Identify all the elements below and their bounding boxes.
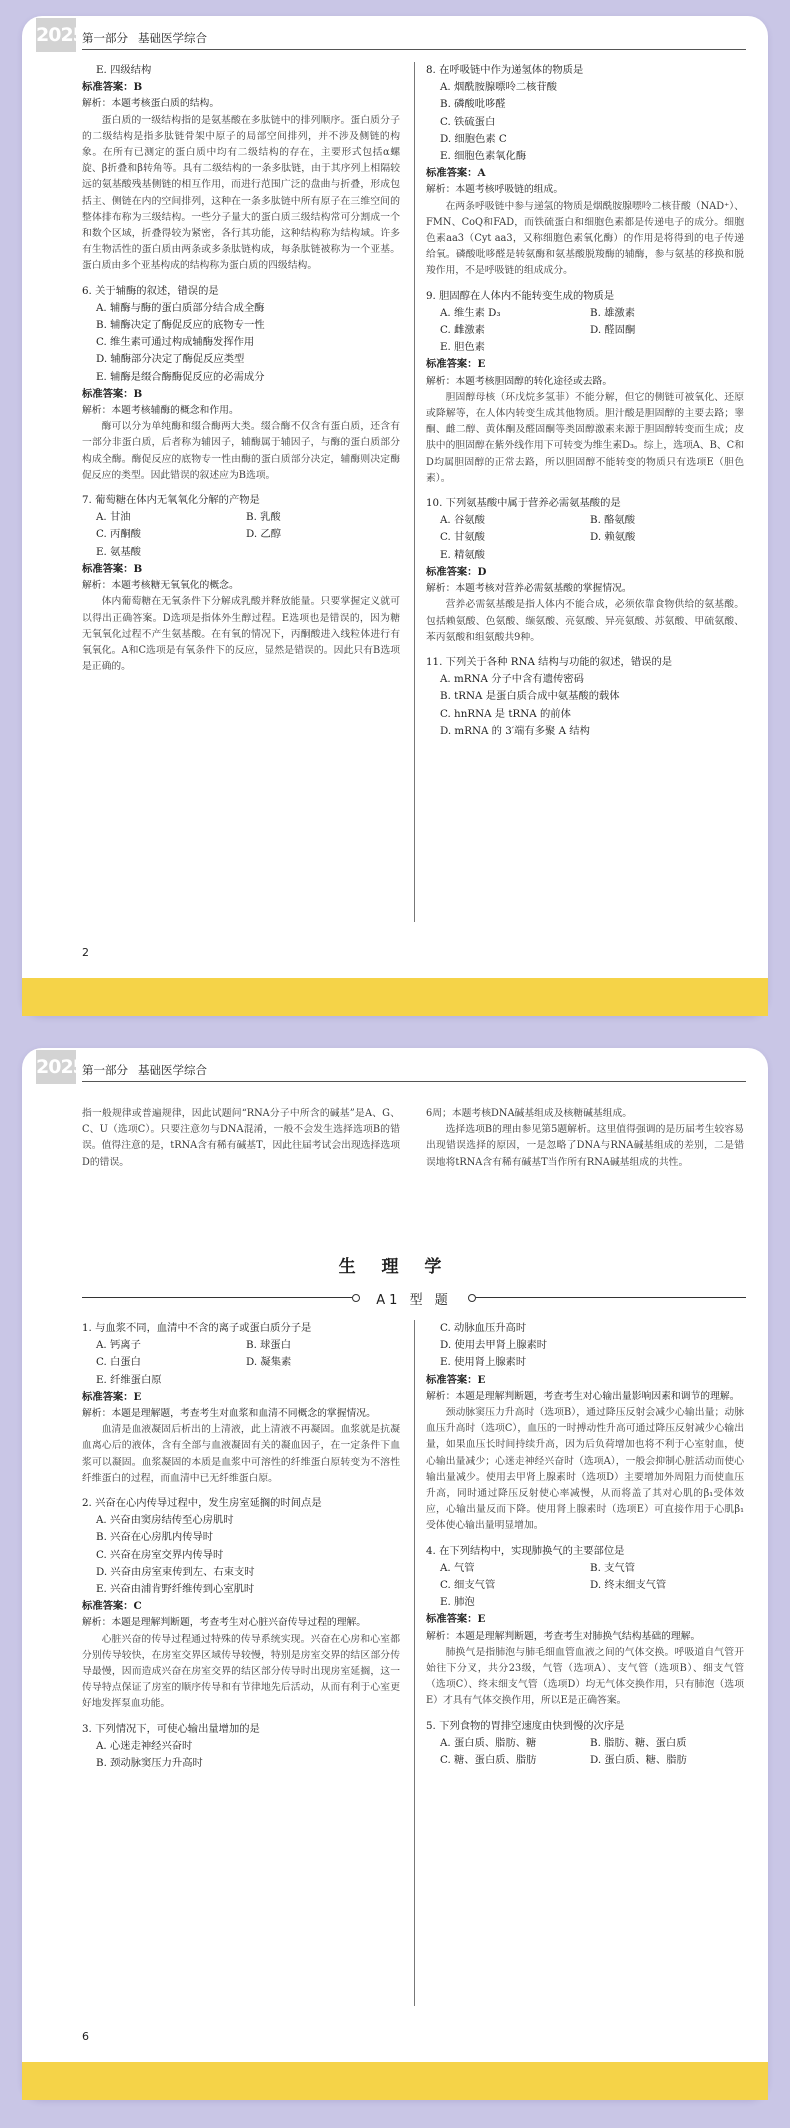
- question-stem: 9. 胆固醇在人体内不能转变生成的物质是: [426, 289, 615, 302]
- option-text: E. 肺泡: [440, 1596, 475, 1609]
- page-header: [22, 16, 768, 66]
- answer-key: 标准答案：E: [426, 358, 486, 371]
- option-row: [426, 1560, 744, 1577]
- page-number: 2: [82, 946, 89, 959]
- spacer: [426, 487, 744, 495]
- option-text: A. 谷氨酸: [440, 514, 485, 527]
- answer-key: 标准答案：C: [82, 1600, 142, 1613]
- page-number: 6: [82, 2030, 89, 2043]
- question-stem: 5. 下列食物的胃排空速度由快到慢的次序是: [426, 1719, 625, 1732]
- option-row: [426, 1577, 744, 1594]
- answer-key: 标准答案：A: [426, 167, 486, 180]
- header-rule: [82, 49, 746, 50]
- question-stem: 8. 在呼吸链中作为递氢体的物质是: [426, 64, 584, 76]
- bullet-dot: [468, 1294, 476, 1302]
- option-row: [82, 1337, 400, 1354]
- explanation-text: 6周；本题考核DNA碱基组成及核糖碱基组成。: [426, 1108, 633, 1119]
- option-text: A. 气管: [440, 1561, 475, 1574]
- explanation-text: 胆固醇母核（环戊烷多氢菲）不能分解，但它的侧链可被氧化、还原或降解等，在人体内转变生成其他物质。胆汁酸是胆固醇的主要去路；睾酮、雌二醇、黄体酮及醛固酮等类固醇激素来源于胆固醇转变而生成；皮肤中的胆固醇在紫外线作用下可转变为维生素D₃。综上，选项A、B、C和D均属胆固醇的正常去路，所以胆固醇不能转变的物质只有选项E（胆色素）。: [426, 391, 744, 484]
- option-row: [82, 526, 400, 543]
- option-text: B. 兴奋在心房肌内传导时: [96, 1531, 214, 1544]
- explanation-text: 颈动脉窦压力升高时（选项B），通过降压反射会减少心输出量；动脉血压升高时（选项C），血压的一时搏动性升高可通过降压反射减少心输出量，如果血压长时间持续升高，因为后负荷增加也将不利于心室射血，使心输出量减少；心迷走神经兴奋时（选项A），一般会抑制心脏活动而使心输出量减少。使用去甲肾上腺素时（选项D）主要增加外周阻力而使血压升高，同时通过降压反射使心率减慢，从而将盖了其对心肌的β₁受体效应，心输出量反而下降。使用肾上腺素时（选项E）可直接作用于心肌β₁受体使心输出量明显增加。: [426, 1407, 744, 1532]
- option-text: A. 心迷走神经兴奋时: [96, 1739, 193, 1752]
- subsection-header: [82, 1288, 746, 1308]
- option-text: A. 蛋白质、脂肪、糖: [440, 1736, 537, 1749]
- option-text: B. 酪氨酸: [590, 514, 636, 527]
- answer-key: 标准答案：E: [82, 1390, 142, 1403]
- part-label: 第一部分: [82, 31, 128, 45]
- option-text: C. hnRNA 是 tRNA 的前体: [440, 707, 571, 720]
- explanation-heading: 解析：本题考核呼吸链的组成。: [426, 184, 564, 196]
- option-row: [426, 305, 744, 322]
- page-header: [22, 1048, 768, 1098]
- option-row: [426, 322, 744, 339]
- option-text: E. 使用肾上腺素时: [440, 1356, 527, 1369]
- spacer: [82, 1487, 400, 1495]
- option-text: B. 辅酶决定了酶促反应的底物专一性: [96, 319, 265, 332]
- option-row: [82, 1354, 400, 1371]
- left-column: [82, 62, 400, 675]
- option-text: B. 磷酸吡哆醛: [440, 98, 506, 111]
- option-text: D. 蛋白质、糖、脂肪: [590, 1754, 687, 1767]
- option-text: E. 兴奋由浦肯野纤维传到心室肌时: [96, 1583, 255, 1596]
- option-text: B. 脂肪、糖、蛋白质: [590, 1736, 687, 1749]
- option-text: E. 辅酶是缀合酶酶促反应的必需成分: [96, 370, 265, 383]
- footer-band: [22, 2062, 768, 2100]
- question-stem: 10. 下列氨基酸中属于营养必需氨基酸的是: [426, 497, 621, 510]
- option-text: B. 支气管: [590, 1561, 636, 1574]
- spacer: [426, 1535, 744, 1543]
- spacer: [426, 280, 744, 288]
- subject-label: 基础医学综合: [138, 31, 207, 45]
- explanation-heading: 解析：本题考核糖无氧氧化的概念。: [82, 580, 239, 592]
- explanation-text: 血清是血液凝固后析出的上清液，此上清液不再凝固。血浆就是抗凝血离心后的液体，含有全部与血液凝固有关的凝血因子，在一定条件下血浆可以凝固。血浆凝固的本质是血浆中可溶性的纤维蛋白原转变为不溶性纤维蛋白的过程，而血清中已无纤维蛋白原。: [82, 1424, 400, 1484]
- explanation-text: 营养必需氨基酸是指人体内不能合成，必须依靠食物供给的氨基酸。包括赖氨酸、色氨酸、缬氨酸、亮氨酸、异亮氨酸、苏氨酸、甲硫氨酸、苯丙氨酸和组氨酸共9种。: [426, 599, 744, 643]
- right-column: [426, 62, 744, 740]
- answer-key: 标准答案：E: [426, 1373, 486, 1386]
- option-text: D. 辅酶部分决定了酶促反应类型: [96, 353, 245, 366]
- option-text: D. 使用去甲肾上腺素时: [440, 1339, 548, 1352]
- subsection-title: A1 型 题: [376, 1293, 452, 1308]
- option-text: A. 烟酰胺腺嘌呤二核苷酸: [440, 81, 557, 94]
- question-stem: 7. 葡萄糖在体内无氧氧化分解的产物是: [82, 494, 260, 507]
- explanation-heading: 解析：本题是理解判断题，考查考生对肺换气结构基础的理解。: [426, 1630, 701, 1642]
- option-text: B. 雄激素: [590, 306, 636, 319]
- option-text: A. 钙离子: [96, 1339, 141, 1352]
- option-text: D. 赖氨酸: [590, 531, 636, 544]
- explanation-text: 蛋白质的一级结构指的是氨基酸在多肽链中的排列顺序。蛋白质分子的二级结构是指多肽链骨架中原子的局部空间排列，并不涉及侧链的构象。在所有已测定的蛋白质中均有二级结构的存在，主要形式包括α螺旋、β折叠和β转角等。具有二级结构的一条多肽链，由于其序列上相隔较远的氨基酸残基侧链的相互作用，而进行范围广泛的盘曲与折叠，形成包括主、侧链在内的空间排列，这种在一条多肽链中所有原子在三维空间的整体排布称为三级结构。一些分子量大的蛋白质三级结构常可分割成一个和数个区域，折叠得较为紧密，各行其功能，这种结构称为结构域。许多有生物活性的蛋白质由两条或多条肽链构成，每条肽链被称为一个亚基。蛋白质由多个亚基构成的结构称为蛋白质的四级结构。: [82, 114, 400, 272]
- explanation-text: 在两条呼吸链中参与递氢的物质是烟酰胺腺嘌呤二核苷酸（NAD⁺）、FMN、CoQ和FAD，而铁硫蛋白和细胞色素都是传递电子的成分。细胞色素aa3（Cyt aa3，又称细胞色素氧化酶）的作用是将得到的电子传递给氧。磷酸吡哆醛是转氨酶和氨基酸脱羧酶的辅酶，参与氨基的移换和脱羧作用，不是呼吸链的组成成分。: [426, 200, 744, 277]
- explanation-heading: 解析：本题考核胆固醇的转化途径或去路。: [426, 375, 613, 387]
- answer-key: 标准答案：B: [82, 387, 143, 400]
- option-text: D. 兴奋由房室束传到左、右束支时: [96, 1565, 255, 1578]
- option-text: C. 白蛋白: [96, 1356, 141, 1369]
- question-stem: 1. 与血浆不同，血清中不含的离子或蛋白质分子是: [82, 1322, 312, 1334]
- option-text: E. 纤维蛋白原: [96, 1373, 162, 1386]
- option-text: C. 甘氨酸: [440, 531, 485, 544]
- explanation-text: 体内葡萄糖在无氧条件下分解成乳酸并释放能量。只要掌握定义就可以得出正确答案。D选项是指体外生醇过程。E选项也是错误的，因为糖无氧氧化过程不产生氨基酸。在有氧的情况下，丙酮酸进入线粒体进行有氧氧化。A和C选项是有氧条件下的反应，显然是错误的。因此只有B选项是正确的。: [82, 596, 400, 673]
- option-text: C. 铁硫蛋白: [440, 115, 496, 128]
- column-divider: [414, 1320, 415, 2006]
- option-text: C. 兴奋在房室交界内传导时: [96, 1548, 224, 1561]
- continued-right: [426, 1106, 744, 1171]
- answer-key: 标准答案：D: [426, 565, 487, 578]
- option-row: [82, 509, 400, 526]
- year-tab: 2025: [36, 18, 76, 52]
- question-stem: 6. 关于辅酶的叙述，错误的是: [82, 284, 219, 297]
- running-title: [82, 1062, 217, 1078]
- answer-key: 标准答案：B: [82, 81, 143, 94]
- explanation-heading: 解析：本题是理解判断题，考查考生对心脏兴奋传导过程的理解。: [82, 1617, 367, 1629]
- explanation-text: 肺换气是指肺泡与肺毛细血管血液之间的气体交换。呼吸道自气管开始往下分叉，共分23级，气管（选项A）、支气管（选项B）、细支气管（选项C）、终末细支气管（选项D）均无气体交换作用，只有肺泡（选项E）才具有气体交换作用，所以E是正确答案。: [426, 1646, 744, 1707]
- explanation-text: 酶可以分为单纯酶和缀合酶两大类。缀合酶不仅含有蛋白质，还含有一部分非蛋白质，后者称为辅因子，辅酶属于辅因子，与酶的蛋白质部分构成全酶。酶促反应的底物专一性由酶的蛋白质部分决定，辅酶则决定酶促反应的类型。因此错误的叙述应为B选项。: [82, 421, 400, 481]
- footer-band: [22, 978, 768, 1016]
- left-column: [82, 1320, 400, 1772]
- option-text: B. 球蛋白: [246, 1339, 292, 1352]
- column-divider: [414, 62, 415, 922]
- answer-key: 标准答案：B: [82, 562, 143, 575]
- option-text: C. 糖、蛋白质、脂肪: [440, 1754, 537, 1767]
- right-column: [426, 1320, 744, 1769]
- option-text: A. 辅酶与酶的蛋白质部分结合成全酶: [96, 301, 265, 314]
- option-text: C. 丙酮酸: [96, 528, 141, 541]
- option-row: [426, 512, 744, 529]
- spacer: [426, 646, 744, 654]
- option-text: E. 氨基酸: [96, 545, 141, 558]
- page-sheet-2: [22, 1048, 768, 2100]
- page-sheet-1: [22, 16, 768, 1016]
- option-text: E. 细胞色素氧化酶: [440, 150, 527, 163]
- question-stem: 11. 下列关于各种 RNA 结构与功能的叙述，错误的是: [426, 655, 673, 668]
- explanation-heading: 解析：本题考核对营养必需氨基酸的掌握情况。: [426, 583, 632, 595]
- option-text: B. tRNA 是蛋白质合成中氨基酸的载体: [440, 690, 620, 703]
- option-text: D. mRNA 的 3′端有多聚 A 结构: [440, 724, 590, 737]
- option-text: C. 维生素可通过构成辅酶发挥作用: [96, 336, 255, 349]
- explanation-text: 选择选项B的理由参见第5题解析。这里值得强调的是历届考生较容易出现错误选择的原因，一是忽略了DNA与RNA碱基组成的差别，二是错误地将tRNA含有稀有碱基T当作所有RNA碱基组成的共性。: [426, 1124, 744, 1168]
- option-text: E. 精氨酸: [440, 548, 485, 561]
- option-text: D. 凝集素: [246, 1356, 292, 1369]
- option-text: D. 细胞色素 C: [440, 132, 507, 145]
- spacer: [82, 484, 400, 492]
- explanation-heading: 解析：本题考核辅酶的概念和作用。: [82, 405, 239, 417]
- answer-key: 标准答案：E: [426, 1613, 486, 1626]
- explanation-heading: 解析：本题考核蛋白质的结构。: [82, 98, 220, 110]
- option-text: A. 维生素 D₃: [440, 306, 501, 319]
- section-title: 生 理 学: [338, 1257, 452, 1277]
- spacer: [426, 1710, 744, 1718]
- option-text: A. 甘油: [96, 511, 131, 524]
- running-title: [82, 30, 217, 46]
- header-rule: [82, 1081, 746, 1082]
- option-row: [426, 1752, 744, 1769]
- question-stem: 4. 在下列结构中，实现肺换气的主要部位是: [426, 1544, 625, 1557]
- question-stem: 3. 下列情况下，可使心输出量增加的是: [82, 1722, 260, 1735]
- year-tab: 2025: [36, 1050, 76, 1084]
- continued-left: [82, 1106, 400, 1171]
- option-text: D. 醛固酮: [590, 324, 636, 337]
- subsection-rule-right: [476, 1297, 746, 1298]
- explanation-text: 指一般规律或普遍规律，因此试题问“RNA分子中所含的碱基”是A、G、C、U（选项C）。只要注意勿与DNA混淆，一般不会发生选择选项B的错误。值得注意的是，tRNA含有稀有碱基T，因此往届考试会出现选择选项D的错误。: [82, 1108, 400, 1168]
- option-row: [426, 1735, 744, 1752]
- option-text: E. 四级结构: [96, 64, 152, 76]
- option-text: D. 终末细支气管: [590, 1579, 667, 1592]
- option-row: [426, 529, 744, 546]
- option-text: D. 乙醇: [246, 528, 282, 541]
- spacer: [82, 1713, 400, 1721]
- option-text: A. mRNA 分子中含有遗传密码: [440, 673, 584, 686]
- option-text: B. 乳酸: [246, 511, 281, 524]
- explanation-heading: 解析：本题是理解判断题，考查考生对心输出量影响因素和调节的理解。: [426, 1390, 740, 1402]
- option-text: E. 胆色素: [440, 341, 485, 354]
- spacer: [82, 275, 400, 283]
- explanation-heading: 解析：本题是理解题，考查考生对血浆和血清不同概念的掌握情况。: [82, 1408, 376, 1420]
- subject-label: 基础医学综合: [138, 1063, 207, 1077]
- option-text: C. 雌激素: [440, 324, 485, 337]
- option-text: B. 颈动脉窦压力升高时: [96, 1757, 203, 1770]
- explanation-text: 心脏兴奋的传导过程通过特殊的传导系统实现。兴奋在心房和心室都分别传导较快，在房室交界区域传导较慢，特别是房室交界的结区部分传导最慢，因而造成兴奋在房室交界的结区部分传导时出现房室延搁，这一传导特点保证了房室的顺序传导和有节律地先后活动，从而有利于心室更好地发挥泵血功能。: [82, 1633, 400, 1710]
- part-label: 第一部分: [82, 1063, 128, 1077]
- option-text: C. 细支气管: [440, 1579, 496, 1592]
- option-text: C. 动脉血压升高时: [440, 1322, 527, 1334]
- option-text: A. 兴奋由窦房结传至心房肌时: [96, 1514, 234, 1527]
- question-stem: 2. 兴奋在心内传导过程中，发生房室延搁的时间点是: [82, 1497, 322, 1510]
